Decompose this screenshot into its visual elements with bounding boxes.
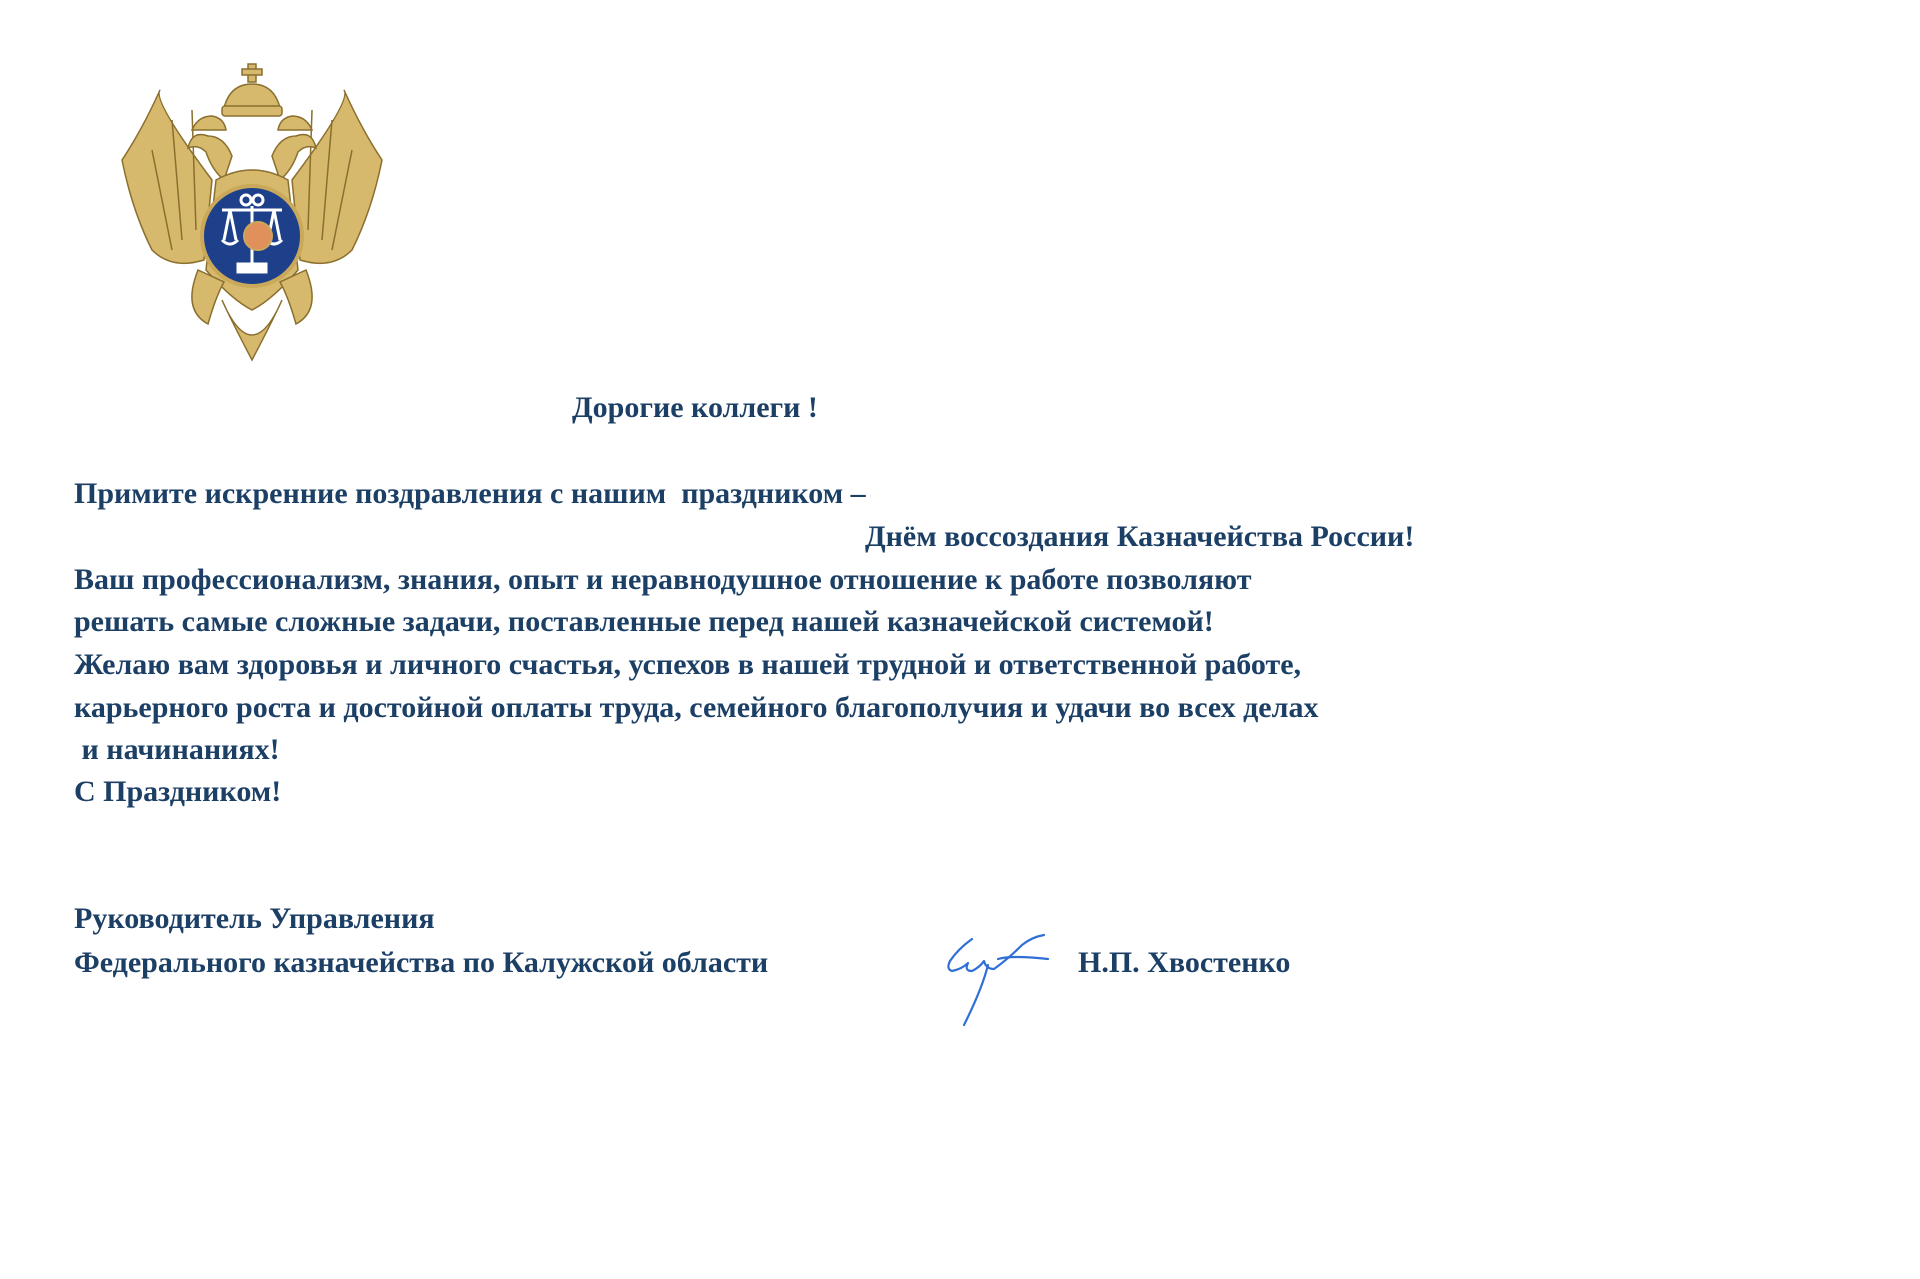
signatory-title <box>74 897 768 985</box>
body-line: Желаю вам здоровья и личного счастья, успехов в нашей трудной и ответственной работе, <box>74 648 1302 681</box>
body-line: карьерного роста и достойной оплаты труда, семейного благополучия и удачи во всех делах <box>74 691 1319 724</box>
treasury-emblem-icon <box>112 60 392 370</box>
signatory-name: Н.П. Хвостенко <box>1078 946 1291 979</box>
greeting-heading: Дорогие коллеги ! <box>572 391 818 424</box>
body-line: Днём воссоздания Казначейства России! <box>865 520 1415 553</box>
body-line: и начинаниях! <box>74 733 280 766</box>
signatory-title-line: Руководитель Управления <box>74 902 435 935</box>
signatory-title-line: Федерального казначейства по Калужской области <box>74 946 769 979</box>
closing-line: С Праздником! <box>74 775 282 808</box>
body-line: Примите искренние поздравления с нашим праздником – <box>74 477 866 510</box>
body-line: решать самые сложные задачи, поставленные перед нашей казначейской системой! <box>74 605 1214 638</box>
body-line: Ваш профессионализм, знания, опыт и неравнодушное отношение к работе позволяют <box>74 563 1252 596</box>
handwritten-signature <box>928 925 1058 1035</box>
